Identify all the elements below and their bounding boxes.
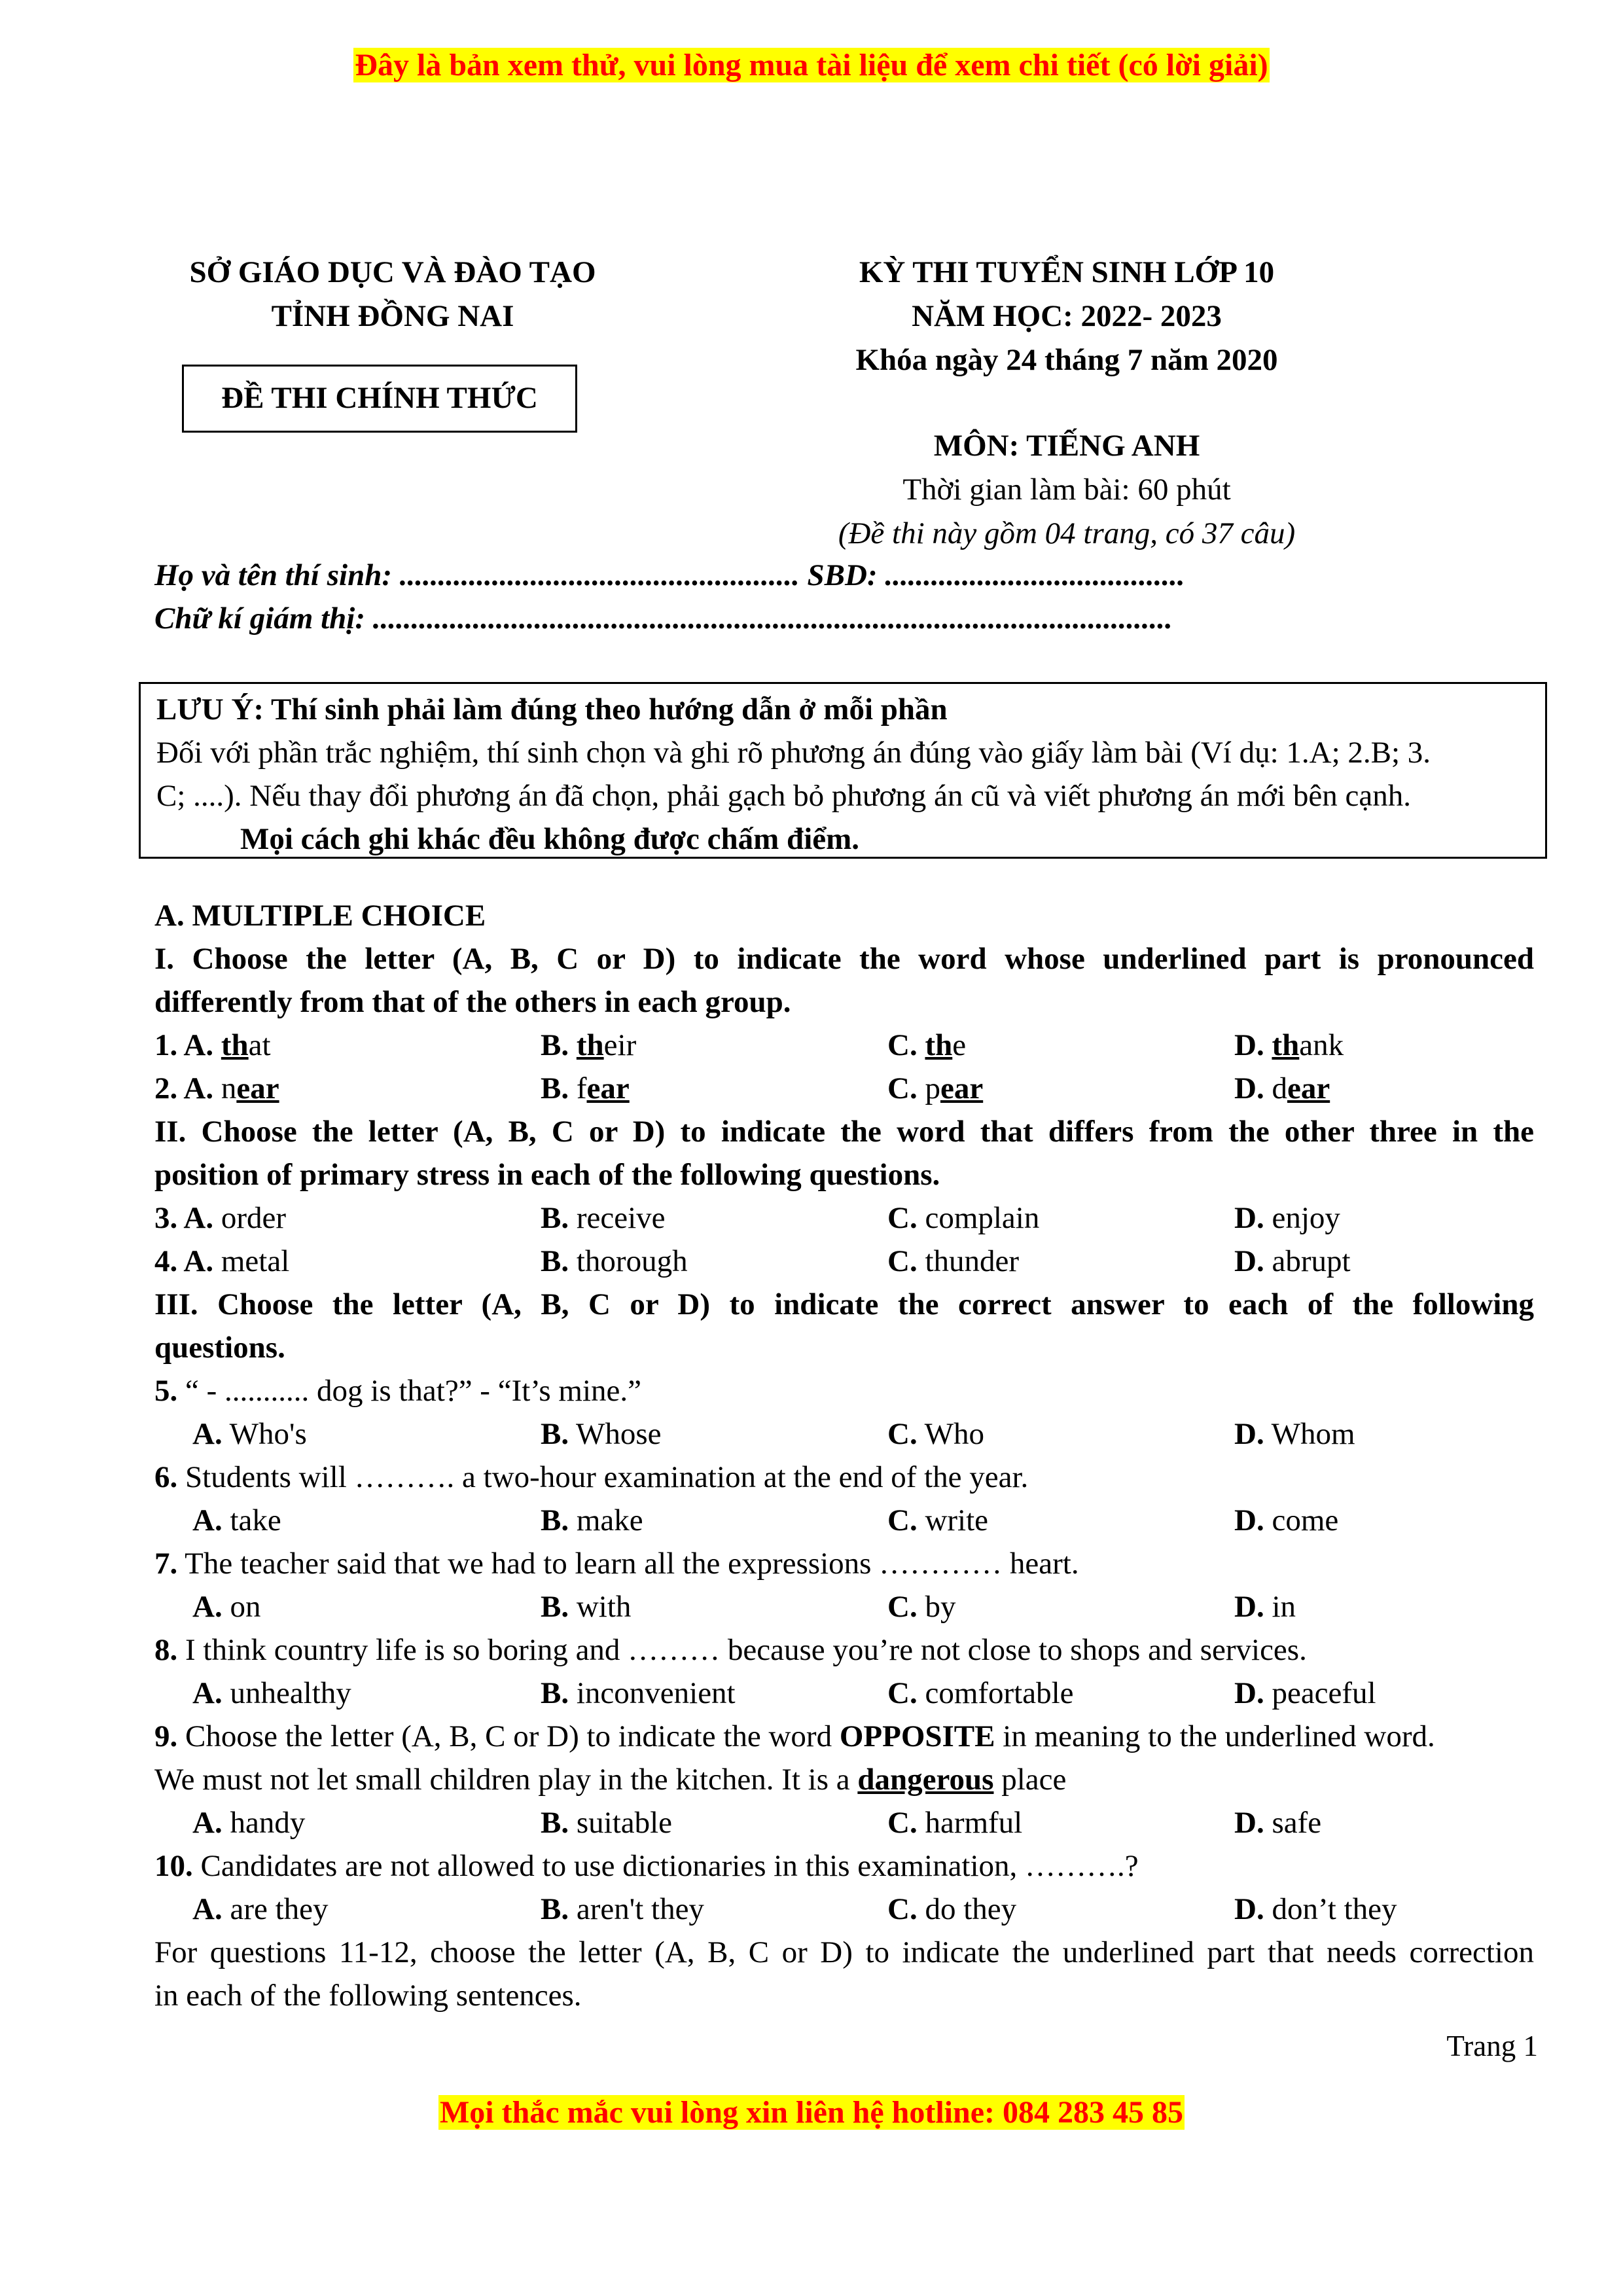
option-letter: D.	[1234, 1244, 1264, 1278]
time-limit: Thời gian làm bài: 60 phút	[902, 473, 1231, 507]
option-text: safe	[1272, 1806, 1322, 1840]
option-underlined: th	[576, 1028, 604, 1062]
sentence-text: place	[1001, 1763, 1067, 1797]
question-text: in meaning to the underlined word.	[1003, 1719, 1435, 1753]
question-keyword: OPPOSITE	[839, 1719, 995, 1753]
part3-instruction-line2: questions.	[154, 1331, 285, 1365]
option-letter: B.	[541, 1590, 569, 1624]
question-8-options	[154, 1672, 1594, 1715]
option-text: complain	[925, 1201, 1040, 1235]
question-text: Choose the letter (A, B, C or D) to indicate the word	[185, 1719, 832, 1753]
option-text: eir	[603, 1028, 637, 1062]
option-text: write	[925, 1503, 989, 1537]
option-text: suitable	[576, 1806, 673, 1840]
option-text: make	[576, 1503, 643, 1537]
section-heading: A. MULTIPLE CHOICE	[154, 899, 486, 933]
question-4	[154, 1240, 1594, 1283]
question-9-options	[154, 1801, 1594, 1844]
option-text: do they	[925, 1892, 1017, 1926]
option-letter: D.	[1234, 1028, 1264, 1062]
school-year: NĂM HỌC: 2022- 2023	[912, 299, 1222, 333]
option-letter: D.	[1234, 1676, 1264, 1710]
question-7-stem	[154, 1542, 1079, 1585]
option-text: f	[576, 1071, 587, 1105]
option-text: inconvenient	[576, 1676, 736, 1710]
option-letter: C.	[887, 1028, 918, 1062]
option-text: don’t they	[1272, 1892, 1397, 1926]
question-6-options	[154, 1499, 1594, 1542]
question-10-stem	[154, 1844, 1139, 1888]
option-letter: B.	[541, 1503, 569, 1537]
candidate-name-field: Họ và tên thí sinh: .................................................... SBD: .......................................	[154, 558, 1185, 592]
option-text: Whom	[1271, 1417, 1355, 1451]
option-underlined: th	[221, 1028, 249, 1062]
option-text: Who	[924, 1417, 984, 1451]
option-letter: A.	[192, 1892, 223, 1926]
question-5-stem	[154, 1369, 641, 1412]
question-1	[154, 1024, 1594, 1067]
option-letter: D.	[1234, 1892, 1264, 1926]
part2-instruction-line2: position of primary stress in each of the following questions.	[154, 1158, 940, 1192]
question-9-sentence	[154, 1758, 1066, 1801]
question-number: 1. A.	[154, 1028, 214, 1062]
option-letter: B.	[541, 1028, 569, 1062]
option-underlined: ear	[940, 1071, 984, 1105]
question-number: 10.	[154, 1849, 193, 1883]
option-letter: C.	[887, 1201, 918, 1235]
option-letter: D.	[1234, 1201, 1264, 1235]
option-text: order	[221, 1201, 287, 1235]
option-letter: B.	[541, 1201, 569, 1235]
note-title: LƯU Ý: Thí sinh phải làm đúng theo hướng dẫn ở mỗi phần	[156, 692, 948, 726]
option-letter: C.	[887, 1806, 918, 1840]
part3-instruction-line1: III. Choose the letter (A, B, C or D) to indicate the correct answer to each of the following	[154, 1287, 1534, 1321]
question-6-stem	[154, 1456, 1028, 1499]
option-letter: B.	[541, 1676, 569, 1710]
exam-date: Khóa ngày 24 tháng 7 năm 2020	[855, 343, 1278, 377]
option-letter: D.	[1234, 1806, 1264, 1840]
question-7-options	[154, 1585, 1594, 1628]
option-text: harmful	[925, 1806, 1023, 1840]
option-letter: A.	[192, 1590, 223, 1624]
option-text: peaceful	[1272, 1676, 1376, 1710]
option-text: take	[230, 1503, 281, 1537]
option-text: aren't they	[576, 1892, 704, 1926]
option-letter: C.	[887, 1071, 918, 1105]
option-text: Who's	[229, 1417, 307, 1451]
option-letter: B.	[541, 1071, 569, 1105]
option-underlined: th	[1272, 1028, 1300, 1062]
option-letter: C.	[887, 1590, 918, 1624]
option-text: on	[230, 1590, 261, 1624]
option-text: come	[1272, 1503, 1339, 1537]
note-body-line3: Mọi cách ghi khác đều không được chấm điểm.	[240, 822, 860, 856]
option-text: abrupt	[1272, 1244, 1351, 1278]
question-8-stem	[154, 1628, 1307, 1672]
question-text: Candidates are not allowed to use dictionaries in this examination, ……….?	[200, 1849, 1139, 1883]
option-text: p	[925, 1071, 940, 1105]
option-text: thunder	[925, 1244, 1020, 1278]
option-text: ank	[1299, 1028, 1344, 1062]
option-underlined: ear	[1287, 1071, 1330, 1105]
option-letter: D.	[1234, 1590, 1264, 1624]
question-number: 9.	[154, 1719, 178, 1753]
department-name: SỞ GIÁO DỤC VÀ ĐÀO TẠO	[189, 255, 596, 289]
option-underlined: th	[925, 1028, 953, 1062]
option-letter: B.	[541, 1806, 569, 1840]
question-2	[154, 1067, 1594, 1110]
option-letter: C.	[887, 1892, 918, 1926]
question-text: Students will ………. a two-hour examination at the end of the year.	[185, 1460, 1029, 1494]
question-number: 2. A.	[154, 1071, 214, 1105]
province-name: TỈNH ĐỒNG NAI	[271, 299, 514, 333]
option-text: handy	[230, 1806, 306, 1840]
question-number: 5.	[154, 1374, 178, 1408]
option-underlined: ear	[236, 1071, 279, 1105]
part1-instruction-line1: I. Choose the letter (A, B, C or D) to indicate the word whose underlined part is pronounced	[154, 942, 1534, 976]
option-text: d	[1272, 1071, 1287, 1105]
option-text: metal	[221, 1244, 290, 1278]
option-letter: D.	[1234, 1503, 1264, 1537]
question-text: “ - ........... dog is that?” - “It’s mine.”	[185, 1374, 641, 1408]
question-number: 6.	[154, 1460, 178, 1494]
option-text: Whose	[576, 1417, 662, 1451]
option-text: are they	[230, 1892, 329, 1926]
option-text: at	[248, 1028, 271, 1062]
option-text: by	[925, 1590, 956, 1624]
option-text: unhealthy	[230, 1676, 351, 1710]
question-number: 7.	[154, 1547, 178, 1581]
option-text: in	[1272, 1590, 1296, 1624]
option-text: receive	[576, 1201, 666, 1235]
option-text: thorough	[576, 1244, 688, 1278]
option-letter: A.	[192, 1676, 223, 1710]
option-text: with	[576, 1590, 632, 1624]
question-3	[154, 1196, 1594, 1240]
option-letter: C.	[887, 1417, 918, 1451]
note-body-line1: Đối với phần trắc nghiệm, thí sinh chọn và ghi rõ phương án đúng vào giấy làm bài (Ví dụ: 1.A; 2.B; 3.	[156, 736, 1431, 770]
exam-info	[785, 251, 1348, 556]
option-text: enjoy	[1272, 1201, 1340, 1235]
hotline-banner	[0, 2094, 1623, 2130]
page-count-note: (Đề thi này gồm 04 trang, có 37 câu)	[838, 516, 1296, 550]
question-5-options	[154, 1412, 1594, 1456]
supervisor-signature-field: Chữ kí giám thị: ........................................................................................................	[154, 601, 1173, 636]
q11-12-instruction-line1: For questions 11-12, choose the letter (A, B, C or D) to indicate the underlined part that needs correction	[154, 1935, 1534, 1969]
option-letter: B.	[541, 1244, 569, 1278]
official-exam-box	[182, 365, 577, 433]
option-text: e	[952, 1028, 967, 1062]
preview-banner	[0, 47, 1623, 83]
question-number: 8.	[154, 1633, 178, 1667]
question-10-options	[154, 1888, 1594, 1931]
preview-banner-text: Đây là bản xem thử, vui lòng mua tài liệu để xem chi tiết (có lời giải)	[355, 48, 1268, 82]
official-exam-label: ĐỀ THI CHÍNH THỨC	[221, 381, 538, 415]
option-letter: A.	[192, 1503, 223, 1537]
question-text: I think country life is so boring and ……… because you’re not close to shops and services.	[185, 1633, 1307, 1667]
underlined-word: dangerous	[857, 1763, 994, 1797]
question-9-stem	[154, 1715, 1435, 1758]
subject-title: MÔN: TIẾNG ANH	[933, 429, 1200, 463]
option-letter: A.	[192, 1806, 223, 1840]
question-number: 4. A.	[154, 1244, 214, 1278]
option-letter: B.	[541, 1417, 569, 1451]
option-letter: C.	[887, 1503, 918, 1537]
issuing-authority	[151, 251, 635, 338]
page-number: Trang 1	[1446, 2030, 1538, 2062]
question-text: The teacher said that we had to learn all the expressions ………… heart.	[185, 1547, 1079, 1581]
hotline-banner-text: Mọi thắc mắc vui lòng xin liên hệ hotline: 084 283 45 85	[439, 2095, 1183, 2130]
option-text: n	[221, 1071, 237, 1105]
option-letter: C.	[887, 1676, 918, 1710]
part2-instruction-line1: II. Choose the letter (A, B, C or D) to indicate the word that differs from the other three in the	[154, 1115, 1534, 1149]
option-underlined: ear	[586, 1071, 630, 1105]
option-letter: D.	[1234, 1417, 1264, 1451]
question-number: 3. A.	[154, 1201, 214, 1235]
option-letter: C.	[887, 1244, 918, 1278]
option-letter: A.	[192, 1417, 223, 1451]
option-text: comfortable	[925, 1676, 1074, 1710]
q11-12-instruction-line2: in each of the following sentences.	[154, 1979, 582, 2013]
sentence-text: We must not let small children play in the kitchen. It is a	[154, 1763, 850, 1797]
option-letter: D.	[1234, 1071, 1264, 1105]
option-letter: B.	[541, 1892, 569, 1926]
exam-title: KỲ THI TUYỂN SINH LỚP 10	[859, 255, 1275, 289]
instructions-note-box	[139, 682, 1547, 859]
note-body-line2: C; ....). Nếu thay đổi phương án đã chọn, phải gạch bỏ phương án cũ và viết phương án mới bên cạnh.	[156, 779, 1412, 813]
part1-instruction-line2: differently from that of the others in each group.	[154, 985, 791, 1019]
